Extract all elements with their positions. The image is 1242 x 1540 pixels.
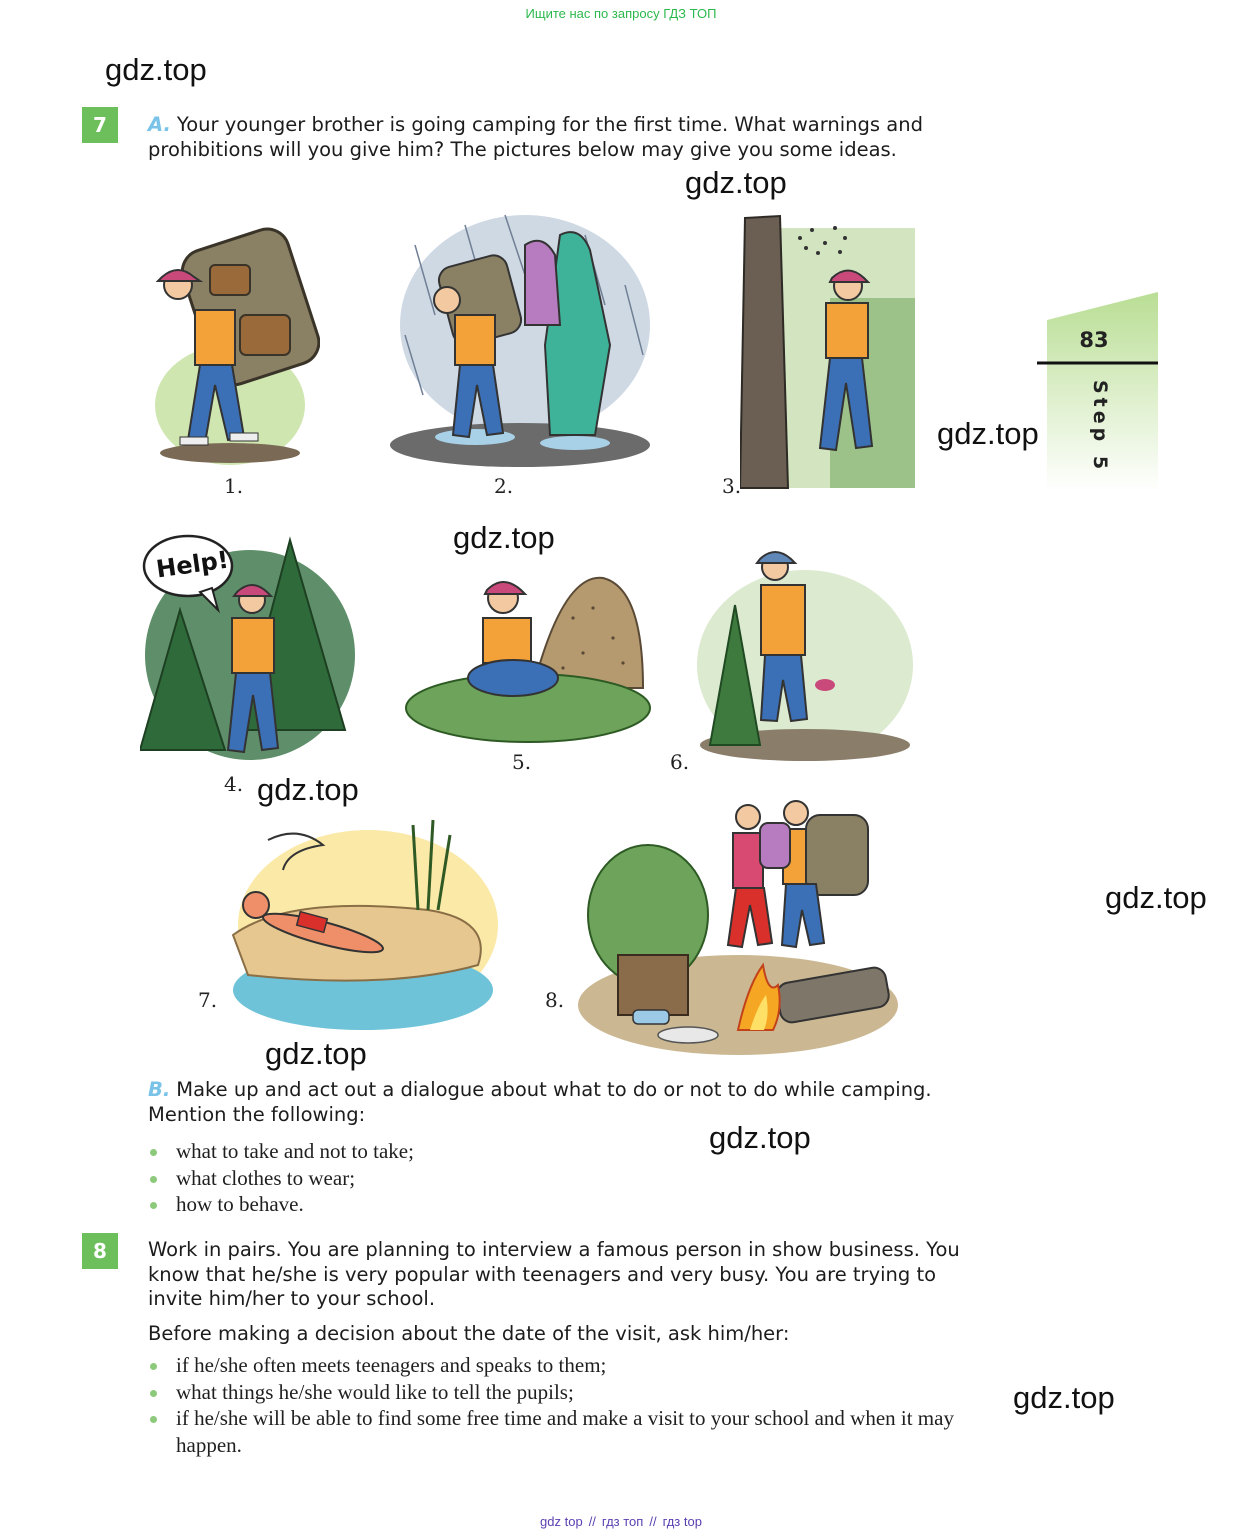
task-number-badge: 7 (82, 107, 118, 143)
watermark: gdz.top (1013, 1380, 1115, 1415)
part-b-list (148, 1138, 748, 1218)
picture-6-barefoot (695, 545, 915, 765)
list-item: if he/she will be able to find some free time and make a visit to your school and when it may happen. (148, 1405, 993, 1458)
part-b-text: Make up and act out a dialogue about what to do or not to do while camping. Mention the following: (148, 1078, 932, 1126)
watermark: gdz.top (937, 416, 1039, 451)
task7-part-b (148, 1078, 993, 1127)
picture-label: 7. (198, 988, 218, 1012)
picture-3-bees (740, 208, 915, 493)
watermark: gdz.top (265, 1036, 367, 1071)
list-item: if he/she often meets teenagers and speaks to them; (148, 1352, 993, 1379)
list-item: what clothes to wear; (148, 1165, 748, 1192)
top-notice[interactable]: Ищите нас по запросу ГДЗ ТОП (525, 6, 717, 21)
picture-7-sunbathing (228, 815, 498, 1040)
watermark: gdz.top (709, 1120, 811, 1155)
picture-label: 6. (670, 750, 690, 774)
picture-2-rain (385, 205, 655, 470)
picture-1-heavy-backpack (150, 225, 320, 465)
task-number-badge: 8 (82, 1233, 118, 1269)
task7-part-a (148, 113, 993, 162)
watermark: gdz.top (453, 520, 555, 555)
watermark: gdz.top (685, 165, 787, 200)
picture-label: 3. (722, 474, 742, 498)
list-item: how to behave. (148, 1191, 748, 1218)
watermark: gdz.top (1105, 880, 1207, 915)
picture-label: 5. (512, 750, 532, 774)
picture-label: 1. (224, 474, 244, 498)
picture-label: 2. (494, 474, 514, 498)
help-speech-bubble-text: Help! (154, 545, 231, 584)
part-a-letter: A. (148, 113, 171, 136)
list-item: what things he/she would like to tell the pupils; (148, 1379, 993, 1406)
picture-8-campfire-litter (578, 795, 903, 1060)
footer-link[interactable]: гдз топ (601, 1514, 644, 1529)
step-label: Step 5 (1089, 380, 1111, 474)
footer-links: gdz top // гдз топ // гдз top (540, 1514, 702, 1529)
footer-link[interactable]: гдз top (662, 1514, 702, 1529)
task8-list (148, 1352, 993, 1458)
picture-5-anthill (403, 568, 658, 743)
part-a-text: Your younger brother is going camping for the first time. What warnings and prohibitions will you give him? The pictures below may give you some ideas. (148, 113, 923, 161)
footer-link[interactable]: gdz top (540, 1514, 583, 1529)
picture-label: 8. (545, 988, 565, 1012)
task8-lead: Before making a decision about the date of the visit, ask him/her: (148, 1322, 790, 1345)
part-b-letter: B. (148, 1078, 171, 1101)
page-number: 83 (1079, 328, 1109, 352)
task8-intro: Work in pairs. You are planning to interview a famous person in show business. You know that he/she is very popular with teenagers and very busy. You are trying to invite him/her to your school. (148, 1238, 960, 1310)
watermark: gdz.top (257, 772, 359, 807)
list-item: what to take and not to take; (148, 1138, 748, 1165)
picture-label: 4. (224, 772, 244, 796)
watermark: gdz.top (105, 52, 207, 87)
